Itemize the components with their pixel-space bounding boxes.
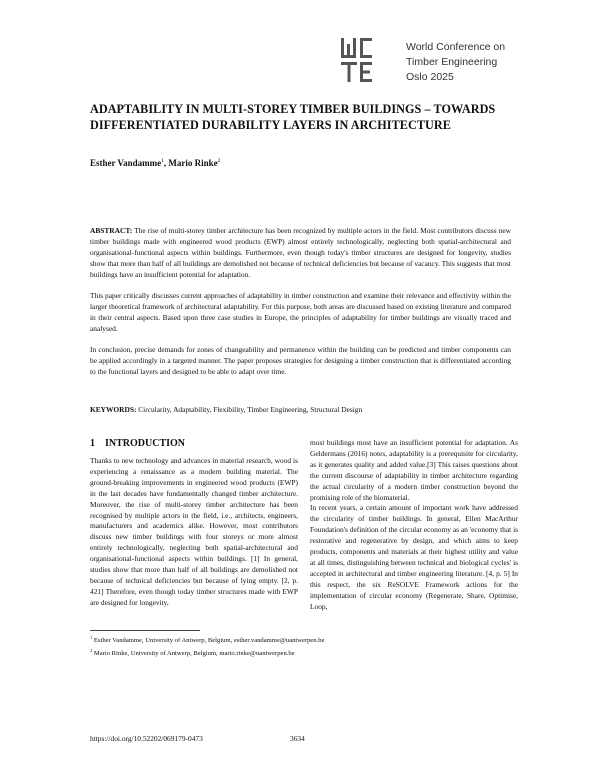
- abstract-paragraph-2: This paper critically discusses current approaches of adaptability in timber construction and examine their relevance and effectivity within the larger theoretical framework of architectural adaptability. For this purpose, both areas are discussed based on existing literature and compared in their central aspects. Based upon three case studies in Europe, the principles of adaptability for timber buildings are visually traced and analysed.: [90, 291, 511, 333]
- intro-left-paragraph: Thanks to new technology and advances in material research, wood is experiencing a renaissance as a modern building material. The ground-breaking improvements in engineered wood products (EWP) in the last decades have fundamentally changed timber architecture. Moreover, the rise of multi-storey timber architecture has been recognised by multiple actors in the field, i.e., architects, engineers, manufacturers and academics alike. However, most contributors discuss new timber buildings with four storeys or more almost entirely technologically, neglecting both spatial-architectural and organisational-functional aspects within buildings. [1] In general, studies show that more than half of all buildings are demolished not because of technical deficiencies but because of lying empty. [2, p. 421] Therefore, even though today timber structures made with EWP are designed for longevity,: [90, 456, 298, 607]
- footnote-2-mark: 2: [90, 647, 93, 653]
- keywords-text: Circularity, Adaptability, Flexibility, Timber Engineering, Structural Design: [136, 405, 363, 414]
- right-column: [310, 438, 518, 613]
- doi-link[interactable]: https://doi.org/10.52202/069179-0473: [90, 734, 203, 743]
- conference-line-2: Timber Engineering: [406, 56, 498, 68]
- abstract-label: ABSTRACT:: [90, 226, 133, 235]
- left-column: [90, 438, 298, 609]
- footnote-1: [90, 633, 325, 646]
- paper-title: ADAPTABILITY IN MULTI-STOREY TIMBER BUILDINGS – TOWARDS DIFFERENTIATED DURABILITY LAYERS IN ARCHITECTURE: [90, 102, 496, 132]
- footnote-2-text: Mario Rinke, University of Antwerp, Belgium, mario.rinke@uantwerpen.be: [92, 649, 295, 657]
- section-number: 1: [90, 438, 95, 449]
- section-heading: [90, 438, 298, 450]
- footnote-2: [90, 646, 325, 659]
- keywords-label: KEYWORDS:: [90, 405, 137, 414]
- conference-line-1: World Conference on: [406, 41, 506, 53]
- section-title: INTRODUCTION: [105, 438, 186, 449]
- abstract-text-1: The rise of multi-storey timber architecture has been recognized by multiple actors in the field. Most contributors discuss new timber buildings made with engineered wood products (EWP) almost entirely technologically, neglecting both spatial-architectural and organisational-functional aspects within buildings. Furthermore, even though today's timber structures are designed for longevity, studies show that more than half of all buildings are demolished not because of technical deficiencies but because of vacancy. This suggests that most buildings have an insufficient potential for adaptation.: [90, 226, 511, 279]
- author-1: Esther Vandamme: [90, 158, 162, 168]
- footnote-rule: [90, 630, 200, 631]
- keywords: [90, 405, 511, 414]
- conference-name: [406, 40, 505, 85]
- author-2-mark: 2: [217, 158, 221, 164]
- author-2: Mario Rinke: [168, 158, 218, 168]
- intro-right-paragraph-2: In recent years, a certain amount of important work have addressed the circularity of timber buildings. In general, Ellen MacArthur Foundation's definition of the circular economy as an 'economy that is restorative and regenerative by design, and which aims to keep products, components and materials at their highest utility and value at all times, distinguishing between technical and biological cycles' is accepted in architectural and timber engineering literature. [4, p. 5] In this respect, the six ReSOLVE Framework actions for the implementation of circular economy (Regenerate, Share, Optimise, Loop,: [310, 503, 518, 611]
- footnotes: [90, 633, 325, 658]
- abstract-paragraph-3: In conclusion, precise demands for zones of changeability and permanence within the building can be predicted and timber components can be applied accordingly in a targeted manner. The paper proposes strategies for designing a timber construction that is differentiated according to the functional layers and designed to be able to adapt over time.: [90, 345, 511, 376]
- author-separator: ,: [163, 158, 169, 168]
- intro-right-paragraph-1: most buildings most have an insufficient potential for adaptation. As Geldermans (2016) notes, adaptability is a prerequisite for circularity, as it generates quality and added value.[3] This raises questions about the current discourse of adaptability in timber architecture regarding the actual circularity of a modern timber construction beyond the promising role of the biomaterial.: [310, 438, 518, 502]
- page-number: 3634: [290, 734, 305, 743]
- abstract: [90, 226, 511, 388]
- footnote-1-text: Esther Vandamme, University of Antwerp, Belgium, esther.vandamme@uantwerpen.be: [92, 637, 325, 645]
- authors: [90, 158, 220, 168]
- author-1-mark: 1: [161, 158, 164, 164]
- footnote-1-mark: 1: [90, 635, 93, 640]
- conference-line-3: Oslo 2025: [406, 71, 454, 83]
- wcte-logo: [340, 36, 398, 84]
- abstract-paragraph-1: [90, 226, 511, 281]
